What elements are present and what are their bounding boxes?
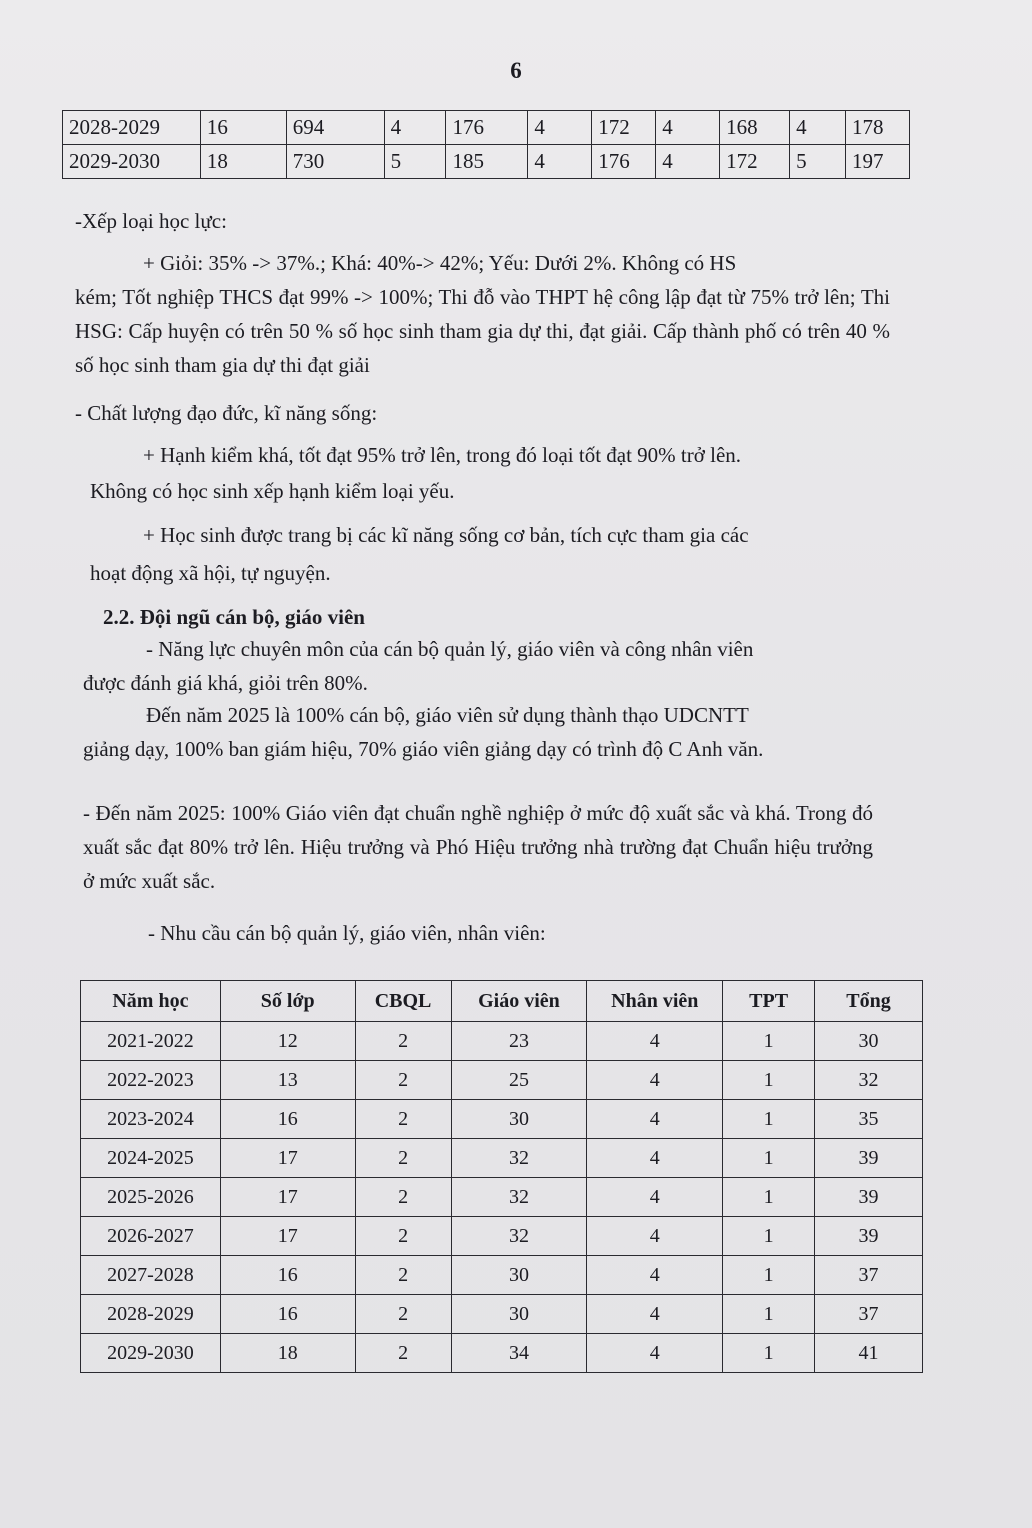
table-cell: 16 <box>220 1295 355 1334</box>
table-cell: 2 <box>355 1022 451 1061</box>
table-cell: 32 <box>451 1217 587 1256</box>
school-year-cell: 2025-2026 <box>81 1178 221 1217</box>
table-row <box>63 145 910 179</box>
academic-rating-label: -Xếp loại học lực: <box>75 209 227 233</box>
table-cell: 1 <box>723 1334 815 1373</box>
competence-line1: - Năng lực chuyên môn của cán bộ quản lý, giáo viên và công nhân viên <box>146 637 754 661</box>
school-year-cell: 2029-2030 <box>63 145 201 179</box>
table-cell: 1 <box>723 1178 815 1217</box>
column-header: Số lớp <box>220 981 355 1022</box>
staff-needs-table <box>80 980 923 1373</box>
table-cell: 30 <box>451 1256 587 1295</box>
table-cell: 1 <box>723 1061 815 1100</box>
table-cell: 1 <box>723 1295 815 1334</box>
table-cell: 2 <box>355 1139 451 1178</box>
table-cell: 4 <box>587 1178 723 1217</box>
table-cell: 2 <box>355 1295 451 1334</box>
table-cell: 694 <box>286 111 384 145</box>
table-row <box>81 1334 923 1373</box>
table-cell: 30 <box>451 1295 587 1334</box>
table-cell: 176 <box>446 111 528 145</box>
standards-paragraph: - Đến năm 2025: 100% Giáo viên đạt chuẩn nghề nghiệp ở mức độ xuất sắc và khá. Trong đó xuất sắc đạt 80% trở lên. Hiệu trưởng và Phó Hiệu trưởng nhà trường đạt Chuẩn hiệu trưởng ở mức xuất sắc. <box>83 801 873 893</box>
school-year-cell: 2029-2030 <box>81 1334 221 1373</box>
table-cell: 39 <box>815 1178 923 1217</box>
table-row <box>81 1100 923 1139</box>
table-cell: 197 <box>846 145 910 179</box>
it-skills-rest: giảng dạy, 100% ban giám hiệu, 70% giáo viên giảng dạy có trình độ C Anh văn. <box>83 737 764 761</box>
table-row <box>81 1295 923 1334</box>
table-cell: 172 <box>720 145 790 179</box>
table-cell: 172 <box>592 111 656 145</box>
table-header-row <box>81 981 923 1022</box>
column-header: TPT <box>723 981 815 1022</box>
table-cell: 2 <box>355 1061 451 1100</box>
table-cell: 17 <box>220 1178 355 1217</box>
table-cell: 4 <box>587 1295 723 1334</box>
table-cell: 176 <box>592 145 656 179</box>
table-cell: 4 <box>790 111 846 145</box>
staff-needs-label: - Nhu cầu cán bộ quản lý, giáo viên, nhân viên: <box>148 921 546 945</box>
school-year-cell: 2026-2027 <box>81 1217 221 1256</box>
table-cell: 168 <box>720 111 790 145</box>
school-year-cell: 2023-2024 <box>81 1100 221 1139</box>
table-cell: 39 <box>815 1139 923 1178</box>
page-number: 6 <box>510 58 522 83</box>
column-header: CBQL <box>355 981 451 1022</box>
table-cell: 30 <box>815 1022 923 1061</box>
school-year-cell: 2024-2025 <box>81 1139 221 1178</box>
conduct-targets-line1: + Hạnh kiểm khá, tốt đạt 95% trở lên, trong đó loại tốt đạt 90% trở lên. <box>143 443 742 467</box>
table-cell: 1 <box>723 1139 815 1178</box>
column-header: Năm học <box>81 981 221 1022</box>
table-row <box>81 1178 923 1217</box>
table-cell: 34 <box>451 1334 587 1373</box>
life-skills-line1: + Học sinh được trang bị các kĩ năng sống cơ bản, tích cực tham gia các <box>143 523 749 547</box>
table-cell: 17 <box>220 1139 355 1178</box>
section-heading-staff: 2.2. Đội ngũ cán bộ, giáo viên <box>103 605 365 629</box>
table-cell: 25 <box>451 1061 587 1100</box>
table-cell: 1 <box>723 1022 815 1061</box>
table-cell: 39 <box>815 1217 923 1256</box>
table-cell: 32 <box>815 1061 923 1100</box>
column-header: Giáo viên <box>451 981 587 1022</box>
column-header: Tổng <box>815 981 923 1022</box>
table-cell: 4 <box>528 111 592 145</box>
table-cell: 18 <box>220 1334 355 1373</box>
table-cell: 30 <box>451 1100 587 1139</box>
academic-targets-rest: kém; Tốt nghiệp THCS đạt 99% -> 100%; Thi đỗ vào THPT hệ công lập đạt từ 75% trở lên; Thi HSG: Cấp huyện có trên 50 % số học sinh tham gia dự thi, đạt giải. Cấp thành phố có trên 40 % số học sinh tham gia dự thi đạt giải <box>75 285 890 377</box>
table-cell: 35 <box>815 1100 923 1139</box>
table-cell: 32 <box>451 1178 587 1217</box>
table-cell: 4 <box>587 1334 723 1373</box>
table-cell: 2 <box>355 1178 451 1217</box>
table-cell: 37 <box>815 1256 923 1295</box>
competence-rest: được đánh giá khá, giỏi trên 80%. <box>83 671 368 695</box>
table-cell: 1 <box>723 1100 815 1139</box>
table-cell: 4 <box>656 145 720 179</box>
table-cell: 2 <box>355 1334 451 1373</box>
life-skills-rest: hoạt động xã hội, tự nguyện. <box>90 561 331 585</box>
table-cell: 18 <box>200 145 286 179</box>
table-cell: 4 <box>587 1061 723 1100</box>
it-skills-line1: Đến năm 2025 là 100% cán bộ, giáo viên sử dụng thành thạo UDCNTT <box>146 703 749 727</box>
table-cell: 4 <box>384 111 446 145</box>
table-cell: 730 <box>286 145 384 179</box>
table-cell: 5 <box>384 145 446 179</box>
conduct-targets-rest: Không có học sinh xếp hạnh kiểm loại yếu. <box>90 479 455 503</box>
table-cell: 4 <box>528 145 592 179</box>
table-cell: 16 <box>220 1100 355 1139</box>
table-cell: 4 <box>587 1100 723 1139</box>
table-cell: 4 <box>587 1256 723 1295</box>
table-row <box>81 1022 923 1061</box>
school-year-cell: 2028-2029 <box>81 1295 221 1334</box>
table-cell: 1 <box>723 1217 815 1256</box>
table-row <box>63 111 910 145</box>
table-cell: 32 <box>451 1139 587 1178</box>
ethics-skills-label: - Chất lượng đạo đức, kĩ năng sống: <box>75 401 378 425</box>
table-cell: 4 <box>656 111 720 145</box>
enrollment-table-continued <box>62 110 910 179</box>
table-cell: 4 <box>587 1139 723 1178</box>
table-cell: 4 <box>587 1022 723 1061</box>
table-cell: 16 <box>220 1256 355 1295</box>
table-row <box>81 1256 923 1295</box>
table-row <box>81 1139 923 1178</box>
table-cell: 2 <box>355 1217 451 1256</box>
table-cell: 5 <box>790 145 846 179</box>
table-cell: 2 <box>355 1256 451 1295</box>
table-cell: 185 <box>446 145 528 179</box>
school-year-cell: 2028-2029 <box>63 111 201 145</box>
table-cell: 1 <box>723 1256 815 1295</box>
table-cell: 16 <box>200 111 286 145</box>
school-year-cell: 2021-2022 <box>81 1022 221 1061</box>
academic-targets-line1: + Giỏi: 35% -> 37%.; Khá: 40%-> 42%; Yếu: Dưới 2%. Không có HS <box>143 251 737 275</box>
school-year-cell: 2027-2028 <box>81 1256 221 1295</box>
table-cell: 23 <box>451 1022 587 1061</box>
table-row <box>81 1061 923 1100</box>
table-cell: 178 <box>846 111 910 145</box>
column-header: Nhân viên <box>587 981 723 1022</box>
table-cell: 17 <box>220 1217 355 1256</box>
table-cell: 13 <box>220 1061 355 1100</box>
table-row <box>81 1217 923 1256</box>
table-cell: 41 <box>815 1334 923 1373</box>
table-cell: 4 <box>587 1217 723 1256</box>
table-cell: 2 <box>355 1100 451 1139</box>
school-year-cell: 2022-2023 <box>81 1061 221 1100</box>
table-cell: 12 <box>220 1022 355 1061</box>
table-cell: 37 <box>815 1295 923 1334</box>
